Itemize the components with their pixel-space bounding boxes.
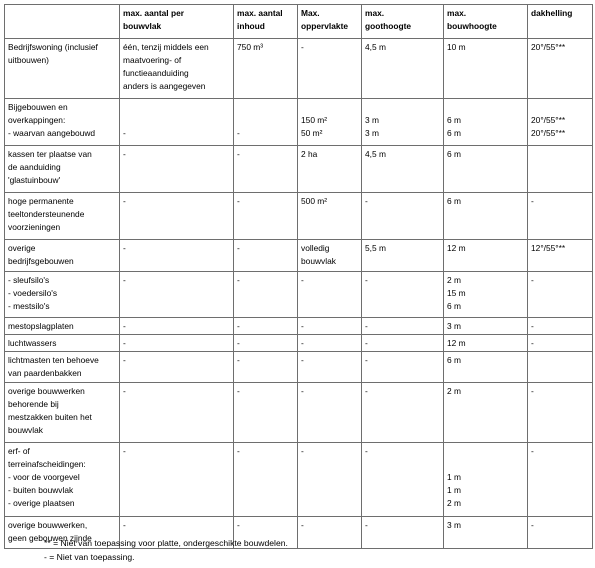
table-row — [5, 318, 593, 335]
table-cell: - — [120, 193, 234, 240]
table-row — [5, 335, 593, 352]
table-cell: 12 m — [444, 240, 528, 272]
table-cell: 3 m 3 m — [362, 99, 444, 146]
table-cell: 12 m — [444, 335, 528, 352]
table-cell: - — [528, 318, 593, 335]
table-cell: - — [120, 517, 234, 549]
table-cell: - — [120, 272, 234, 318]
table-cell: 750 m³ — [234, 39, 298, 99]
row-label-cell: Bedrijfswoning (inclusief uitbouwen) — [5, 39, 120, 99]
table-cell: 500 m² — [298, 193, 362, 240]
row-label-cell: - sleufsilo's - voedersilo's - mestsilo's — [5, 272, 120, 318]
table-cell: - — [362, 318, 444, 335]
table-cell: - — [120, 383, 234, 443]
table-cell: - — [362, 517, 444, 549]
header-cell: dakhelling — [528, 5, 593, 39]
table-cell: - — [234, 335, 298, 352]
table-cell: één, tenzij middels een maatvoering- of functieaanduiding anders is aangegeven — [120, 39, 234, 99]
table-cell: - — [528, 383, 593, 443]
table-cell: - — [234, 240, 298, 272]
table-cell: 150 m² 50 m² — [298, 99, 362, 146]
header-cell: max. bouwhoogte — [444, 5, 528, 39]
footnote: ** = Niet van toepassing voor platte, ondergeschikte bouwdelen. — [44, 538, 288, 548]
table-cell: - — [528, 443, 593, 517]
table-cell — [528, 146, 593, 193]
table-cell: - — [528, 193, 593, 240]
table-cell: 3 m — [444, 517, 528, 549]
row-label-cell: luchtwassers — [5, 335, 120, 352]
table-row — [5, 383, 593, 443]
table-cell: - — [234, 193, 298, 240]
table-cell: - — [234, 318, 298, 335]
table-cell: - — [120, 352, 234, 383]
table-cell: 2 ha — [298, 146, 362, 193]
table-cell: - — [234, 146, 298, 193]
table-cell: - — [120, 335, 234, 352]
row-label-cell: overige bedrijfsgebouwen — [5, 240, 120, 272]
table-cell: 5,5 m — [362, 240, 444, 272]
table-cell: - — [120, 240, 234, 272]
table-row — [5, 240, 593, 272]
table-cell: - — [298, 517, 362, 549]
table-cell: - — [298, 443, 362, 517]
table-cell: - — [234, 352, 298, 383]
table-cell: - — [234, 443, 298, 517]
footnote: - = Niet van toepassing. — [44, 551, 135, 562]
table-row — [5, 443, 593, 517]
header-cell: max. aantal inhoud — [234, 5, 298, 39]
table-cell: 6 m — [444, 146, 528, 193]
table-cell: - — [298, 272, 362, 318]
table-cell: - — [362, 352, 444, 383]
table-cell: - — [528, 272, 593, 318]
table-cell: - — [362, 383, 444, 443]
table-cell: - — [234, 383, 298, 443]
table-cell: - — [362, 443, 444, 517]
table-cell: 20°/55°** — [528, 39, 593, 99]
header-cell: max. aantal per bouwvlak — [120, 5, 234, 39]
row-label-cell: overige bouwwerken behorende bij mestzakken buiten het bouwvlak — [5, 383, 120, 443]
header-cell — [5, 5, 120, 39]
table-cell: - — [362, 272, 444, 318]
table-cell: - — [234, 272, 298, 318]
table-cell: 1 m 1 m 2 m — [444, 443, 528, 517]
header-cell: max. goothoogte — [362, 5, 444, 39]
table-cell: 6 m 6 m — [444, 99, 528, 146]
table-cell: - — [298, 383, 362, 443]
table-cell: 6 m — [444, 352, 528, 383]
regulations-table — [4, 4, 593, 549]
table-cell: - — [120, 443, 234, 517]
table-cell: - — [234, 517, 298, 549]
table-cell: volledig bouwvlak — [298, 240, 362, 272]
table-cell: - — [298, 39, 362, 99]
table-cell: 4,5 m — [362, 39, 444, 99]
table-cell: 10 m — [444, 39, 528, 99]
table-cell: 2 m 15 m 6 m — [444, 272, 528, 318]
table-cell: 4,5 m — [362, 146, 444, 193]
row-label-cell: erf- of terreinafscheidingen: - voor de voorgevel - buiten bouwvlak - overige plaatsen — [5, 443, 120, 517]
table-cell: - — [298, 318, 362, 335]
table-cell: - — [120, 99, 234, 146]
table-cell: - — [362, 335, 444, 352]
row-label-cell: kassen ter plaatse van de aanduiding 'glastuinbouw' — [5, 146, 120, 193]
table-row — [5, 99, 593, 146]
table-cell: 20°/55°** 20°/55°** — [528, 99, 593, 146]
header-cell: Max. oppervlakte — [298, 5, 362, 39]
table-cell: 12°/55°** — [528, 240, 593, 272]
footnotes — [44, 537, 288, 564]
table-cell: 6 m — [444, 193, 528, 240]
row-label-cell: overige bouwwerken, geen gebouwen zijnde — [5, 517, 120, 549]
table-header-row — [5, 5, 593, 39]
row-label-cell: Bijgebouwen en overkappingen: - waarvan aangebouwd — [5, 99, 120, 146]
table-row — [5, 193, 593, 240]
table-cell: 3 m — [444, 318, 528, 335]
table-cell: - — [528, 335, 593, 352]
table-row — [5, 146, 593, 193]
table-cell: - — [298, 335, 362, 352]
row-label-cell: hoge permanente teeltondersteunende voorzieningen — [5, 193, 120, 240]
table-row — [5, 272, 593, 318]
table-cell: - — [234, 99, 298, 146]
row-label-cell: lichtmasten ten behoeve van paardenbakken — [5, 352, 120, 383]
table-cell: - — [120, 146, 234, 193]
table-cell: - — [298, 352, 362, 383]
table-cell: - — [528, 517, 593, 549]
row-label-cell: mestopslagplaten — [5, 318, 120, 335]
table-cell: - — [120, 318, 234, 335]
table-row — [5, 39, 593, 99]
table-cell: 2 m — [444, 383, 528, 443]
table-cell: - — [362, 193, 444, 240]
table-row — [5, 352, 593, 383]
table-cell — [528, 352, 593, 383]
